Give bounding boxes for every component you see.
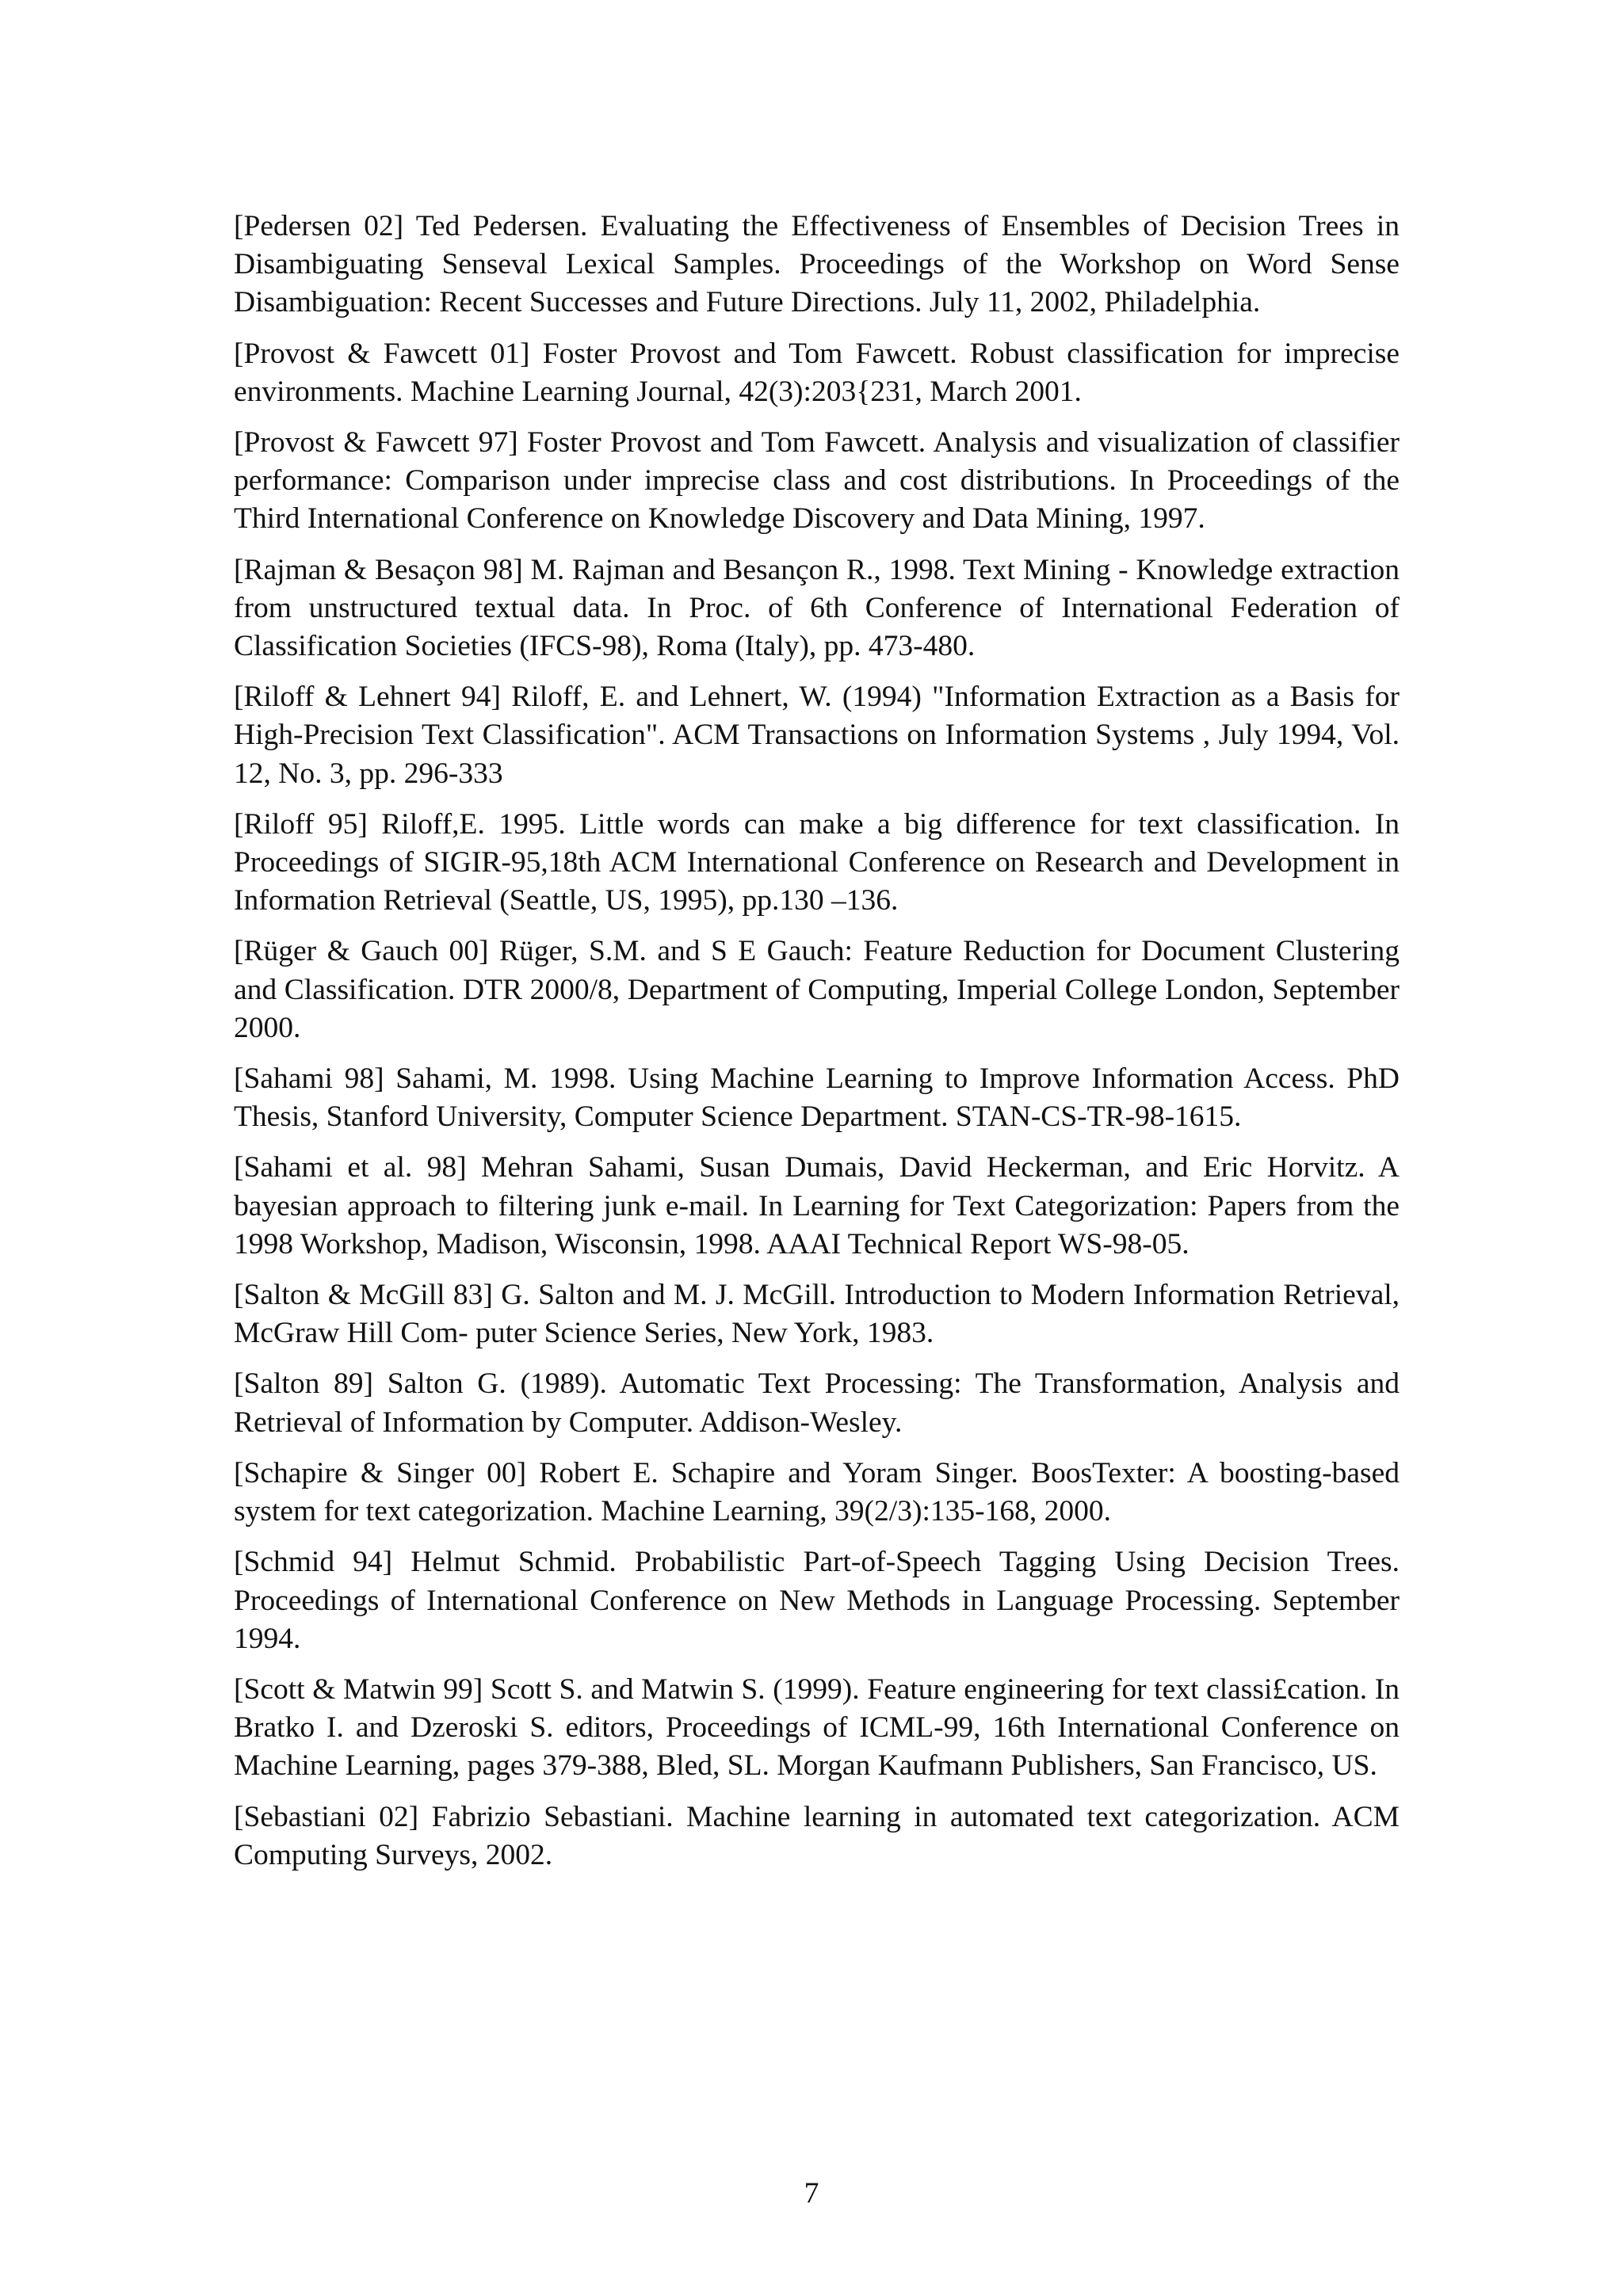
reference-text: Riloff,E. 1995. Little words can make a big difference for text classification. In Proceedings of SIGIR-95,18th ACM International Conference on Research and Development in Information Retrieval (Seattle, US, 1995), pp.130 –136. (234, 807, 1400, 917)
reference-key: [Salton 89] (234, 1367, 374, 1401)
reference-text: G. Salton and M. J. McGill. Introduction to Modern Information Retrieval, McGraw Hill Com- puter Science Series, New York, 1983. (234, 1279, 1400, 1350)
reference-key: [Schapire & Singer 00] (234, 1456, 527, 1489)
reference-item (234, 678, 1400, 793)
reference-key: [Riloff 95] (234, 807, 368, 841)
reference-key: [Sebastiani 02] (234, 1800, 419, 1833)
reference-key: [Scott & Matwin 99] (234, 1672, 483, 1706)
reference-text: Robert E. Schapire and Yoram Singer. BoosTexter: A boosting-based system for text categorization. Machine Learning, 39(2/3):135-168, 2000. (234, 1456, 1400, 1528)
reference-text: Helmut Schmid. Probabilistic Part-of-Speech Tagging Using Decision Trees. Proceedings of International Conference on New Methods in Language Processing. September 1994. (234, 1546, 1400, 1655)
reference-key: [Pedersen 02] (234, 210, 404, 242)
reference-key: [Sahami et al. 98] (234, 1151, 467, 1184)
reference-text: Riloff, E. and Lehnert, W. (1994) "Information Extraction as a Basis for High-Precision Text Classification". ACM Transactions on Information Systems , July 1994, Vol. 12, No. 3, pp. 296-333 (234, 681, 1400, 790)
reference-text: Rüger, S.M. and S E Gauch: Feature Reduction for Document Clustering and Classification. DTR 2000/8, Department of Computing, Imperial College London, September 2000. (234, 935, 1400, 1044)
reference-text: Sahami, M. 1998. Using Machine Learning to Improve Information Access. PhD Thesis, Stanford University, Computer Science Department. STAN-CS-TR-98-1615. (234, 1062, 1400, 1134)
reference-item (234, 1365, 1400, 1441)
reference-text: Ted Pedersen. Evaluating the Effectiveness of Ensembles of Decision Trees in Disambiguating Senseval Lexical Samples. Proceedings of the Workshop on Word Sense Disambiguation: Recent Successes and Future Directions. July 11, 2002, Philadelphia. (234, 210, 1400, 319)
reference-key: [Riloff & Lehnert 94] (234, 681, 501, 714)
reference-key: [Rüger & Gauch 00] (234, 935, 489, 968)
reference-item (234, 335, 1400, 411)
reference-key: [Provost & Fawcett 01] (234, 337, 530, 370)
reference-text: Salton G. (1989). Automatic Text Processing: The Transformation, Analysis and Retrieval of Information by Computer. Addison-Wesley. (234, 1367, 1400, 1439)
reference-item (234, 208, 1400, 322)
reference-item (234, 1455, 1400, 1531)
reference-key: [Rajman & Besaçon 98] (234, 553, 523, 586)
reference-text: Foster Provost and Tom Fawcett. Analysis and visualization of classifier performance: Comparison under imprecise class and cost distributions. In Proceedings of the Third International Conference on Knowledge Discovery and Data Mining, 1997. (234, 426, 1400, 536)
reference-item (234, 424, 1400, 539)
reference-item (234, 806, 1400, 921)
reference-item (234, 933, 1400, 1047)
reference-item (234, 1671, 1400, 1786)
reference-text: Fabrizio Sebastiani. Machine learning in automated text categorization. ACM Computing Surveys, 2002. (234, 1800, 1400, 1871)
reference-item (234, 1276, 1400, 1352)
reference-text: Foster Provost and Tom Fawcett. Robust classification for imprecise environments. Machine Learning Journal, 42(3):203{231, March 2001. (234, 337, 1400, 408)
reference-key: [Provost & Fawcett 97] (234, 426, 518, 460)
reference-item (234, 1543, 1400, 1658)
reference-key: [Schmid 94] (234, 1546, 393, 1579)
reference-item (234, 1060, 1400, 1136)
reference-text: M. Rajman and Besançon R., 1998. Text Mining - Knowledge extraction from unstructured textual data. In Proc. of 6th Conference of International Federation of Classification Societies (IFCS-98), Roma (Italy), pp. 473-480. (234, 553, 1400, 663)
reference-text: Scott S. and Matwin S. (1999). Feature engineering for text classi£cation. In Bratko I. and Dzeroski S. editors, Proceedings of ICML-99, 16th International Conference on Machine Learning, pages 379-388, Bled, SL. Morgan Kaufmann Publishers, San Francisco, US. (234, 1672, 1400, 1783)
reference-key: [Sahami 98] (234, 1062, 384, 1096)
page-number: 7 (804, 2177, 819, 2210)
reference-text: Mehran Sahami, Susan Dumais, David Heckerman, and Eric Horvitz. A bayesian approach to filtering junk e-mail. In Learning for Text Categorization: Papers from the 1998 Workshop, Madison, Wisconsin, 1998. AAAI Technical Report WS-98-05. (234, 1151, 1400, 1261)
reference-item (234, 1798, 1400, 1875)
reference-list (234, 208, 1400, 1887)
reference-key: [Salton & McGill 83] (234, 1279, 493, 1312)
reference-item (234, 1149, 1400, 1264)
reference-item (234, 551, 1400, 666)
